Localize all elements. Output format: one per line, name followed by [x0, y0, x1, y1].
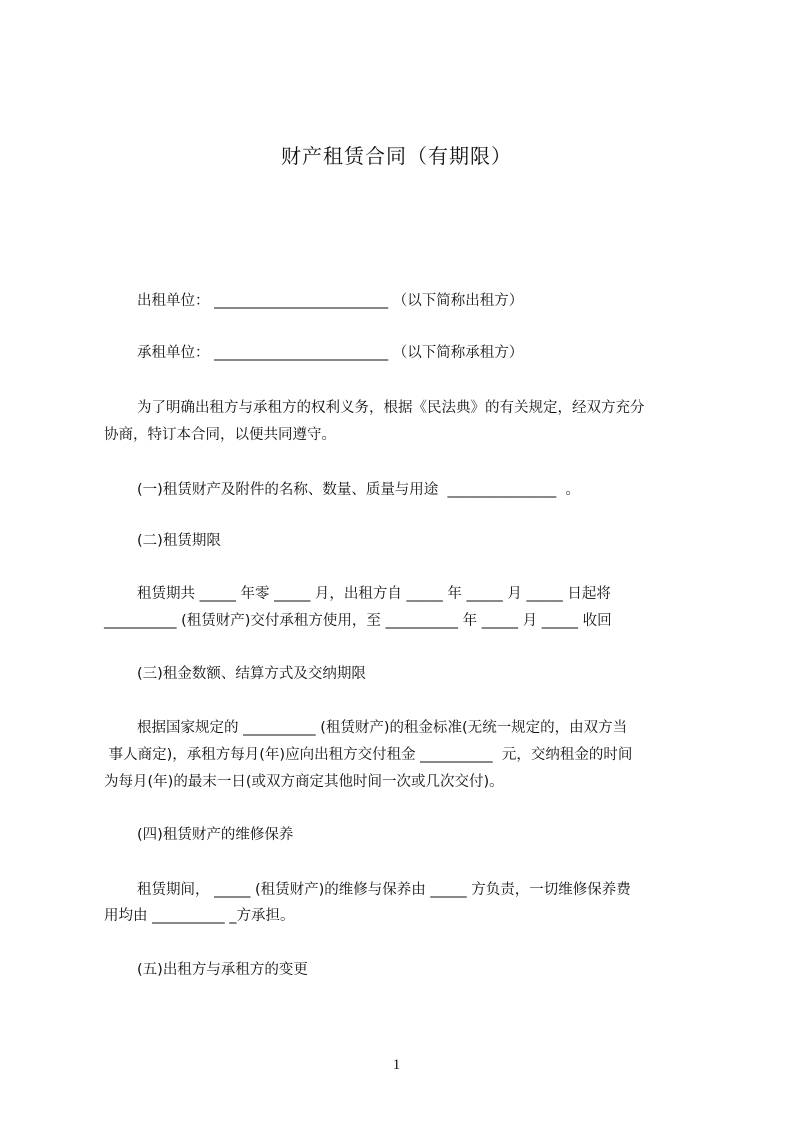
- lessor-note: （以下简称出租方）: [392, 293, 524, 309]
- lessee-label: 承租单位：: [137, 345, 210, 361]
- section-3-line-3: 为每月(年)的最末一日(或双方商定其他时间一次或几次交付)。: [104, 774, 504, 790]
- lessee-line: [137, 343, 523, 363]
- intro-line-1: 为了明确出租方与承租方的权利义务，根据《民法典》的有关规定，经双方充分: [137, 400, 645, 416]
- lessee-blank: ________________________: [214, 345, 389, 361]
- section-1-blank: _______________: [447, 482, 557, 498]
- document-title: 财产租赁合同（有期限）: [281, 144, 512, 168]
- section-3-heading: (三)租金数额、结算方式及交纳期限: [137, 666, 366, 682]
- section-2-heading: (二)租赁期限: [137, 533, 221, 549]
- lessor-blank: ________________________: [214, 293, 389, 309]
- section-1-heading: (一)租赁财产及附件的名称、数量、质量与用途: [137, 482, 439, 498]
- lessee-note: （以下简称承租方）: [392, 345, 524, 361]
- section-2-line-1: 租赁期共 _____ 年零 _____ 月，出租方自 _____ 年 _____ 月 _____ 日起将: [137, 586, 611, 602]
- section-2-line-2: __________ (租赁财产)交付承租方使用，至 __________ 年 _____ 月 _____ 收回: [104, 613, 612, 629]
- section-1-line: [137, 480, 580, 500]
- section-4-heading: (四)租赁财产的维修保养: [137, 827, 294, 843]
- section-5-heading: (五)出租方与承租方的变更: [137, 962, 308, 978]
- intro-line-2: 协商，特订本合同，以便共同遵守。: [104, 427, 336, 443]
- section-3-line-2: 事人商定)，承租方每月(年)应向出租方交付租金 __________ 元，交纳租金的时间: [104, 747, 633, 763]
- section-3-line-1: 根据国家规定的 __________ (租赁财产)的租金标准(无统一规定的，由双方当: [137, 720, 628, 736]
- section-4-line-2: 用均由 __________ _方承担。: [104, 908, 295, 924]
- section-4-line-1: 租赁期间， _____ (租赁财产)的维修与保养由 _____ 方负责，一切维修保养费: [137, 882, 631, 898]
- lessor-line: [137, 291, 523, 311]
- lessor-label: 出租单位：: [137, 293, 210, 309]
- section-1-end: 。: [565, 482, 580, 498]
- page-number: 1: [392, 1057, 401, 1073]
